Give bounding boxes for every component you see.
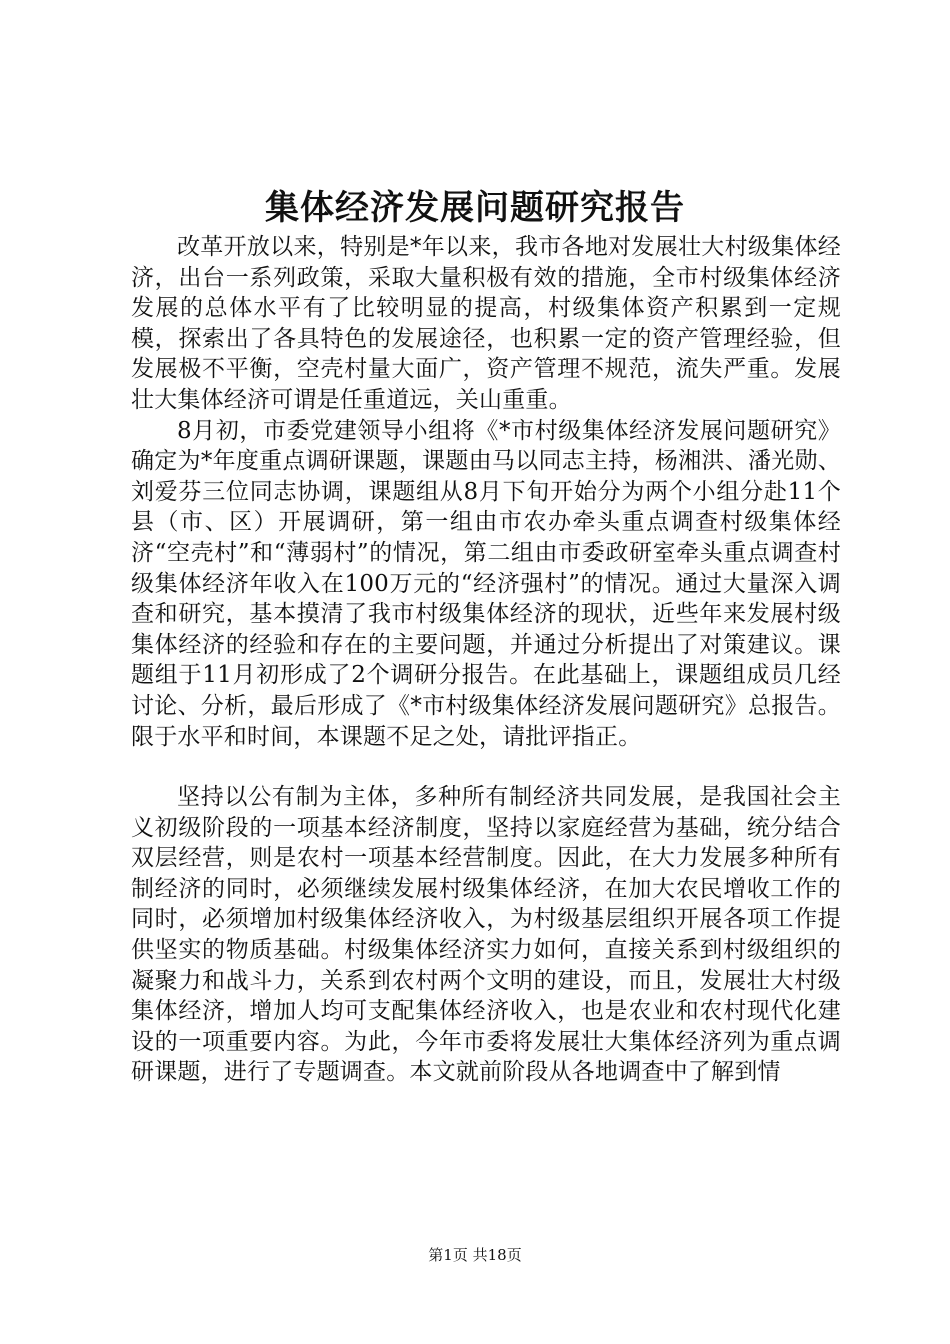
paragraph-research-process: 8月初，市委党建领导小组将《*市村级集体经济发展问题研究》确定为*年度重点调研课题，课题由马以同志主持，杨湘洪、潘光勋、刘爱芬三位同志协调，课题组从8月下旬开始分为两个小组分赴11个县（市、区）开展调研，第一组由市农办牵头重点调查村级集体经济“空壳村”和“薄弱村”的情况，第二组由市委政研室牵头重点调查村级集体经济年收入在100万元的“经济强村”的情况。通过大量深入调查和研究，基本摸清了我市村级集体经济的现状，近些年来发展村级集体经济的经验和存在的主要问题，并通过分析提出了对策建议。课题组于11月初形成了2个调研分报告。在此基础上，课题组成员几经讨论、分析，最后形成了《*市村级集体经济发展问题研究》总报告。限于水平和时间，本课题不足之处，请批评指正。 bbox=[131, 417, 841, 750]
paragraph-background: 坚持以公有制为主体，多种所有制经济共同发展，是我国社会主义初级阶段的一项基本经济制度，坚持以家庭经营为基础，统分结合双层经营，则是农村一项基本经营制度。因此，在大力发展多种所有制经济的同时，必须继续发展村级集体经济，在加大农民增收工作的同时，必须增加村级集体经济收入，为村级基层组织开展各项工作提供坚实的物质基础。村级集体经济实力如何，直接关系到村级组织的凝聚力和战斗力，关系到农村两个文明的建设，而且，发展壮大村级集体经济，增加人均可支配集体经济收入，也是农业和农村现代化建设的一项重要内容。为此，今年市委将发展壮大集体经济列为重点调研课题，进行了专题调查。本文就前阶段从各地调查中了解到情 bbox=[131, 784, 841, 1086]
document-body bbox=[131, 232, 841, 1088]
paragraph-intro: 改革开放以来，特别是*年以来，我市各地对发展壮大村级集体经济，出台一系列政策，采取大量积极有效的措施，全市村级集体经济发展的总体水平有了比较明显的提高，村级集体资产积累到一定规模，探索出了各具特色的发展途径，也积累一定的资产管理经验，但发展极不平衡，空壳村量大面广，资产管理不规范，流失严重。发展壮大集体经济可谓是任重道远，关山重重。 bbox=[131, 234, 841, 413]
document-title: 集体经济发展问题研究报告 bbox=[265, 188, 685, 228]
page-number-label: 第1页 共18页 bbox=[428, 1246, 522, 1264]
page-footer bbox=[0, 1245, 950, 1265]
paragraph-spacer bbox=[131, 752, 841, 782]
